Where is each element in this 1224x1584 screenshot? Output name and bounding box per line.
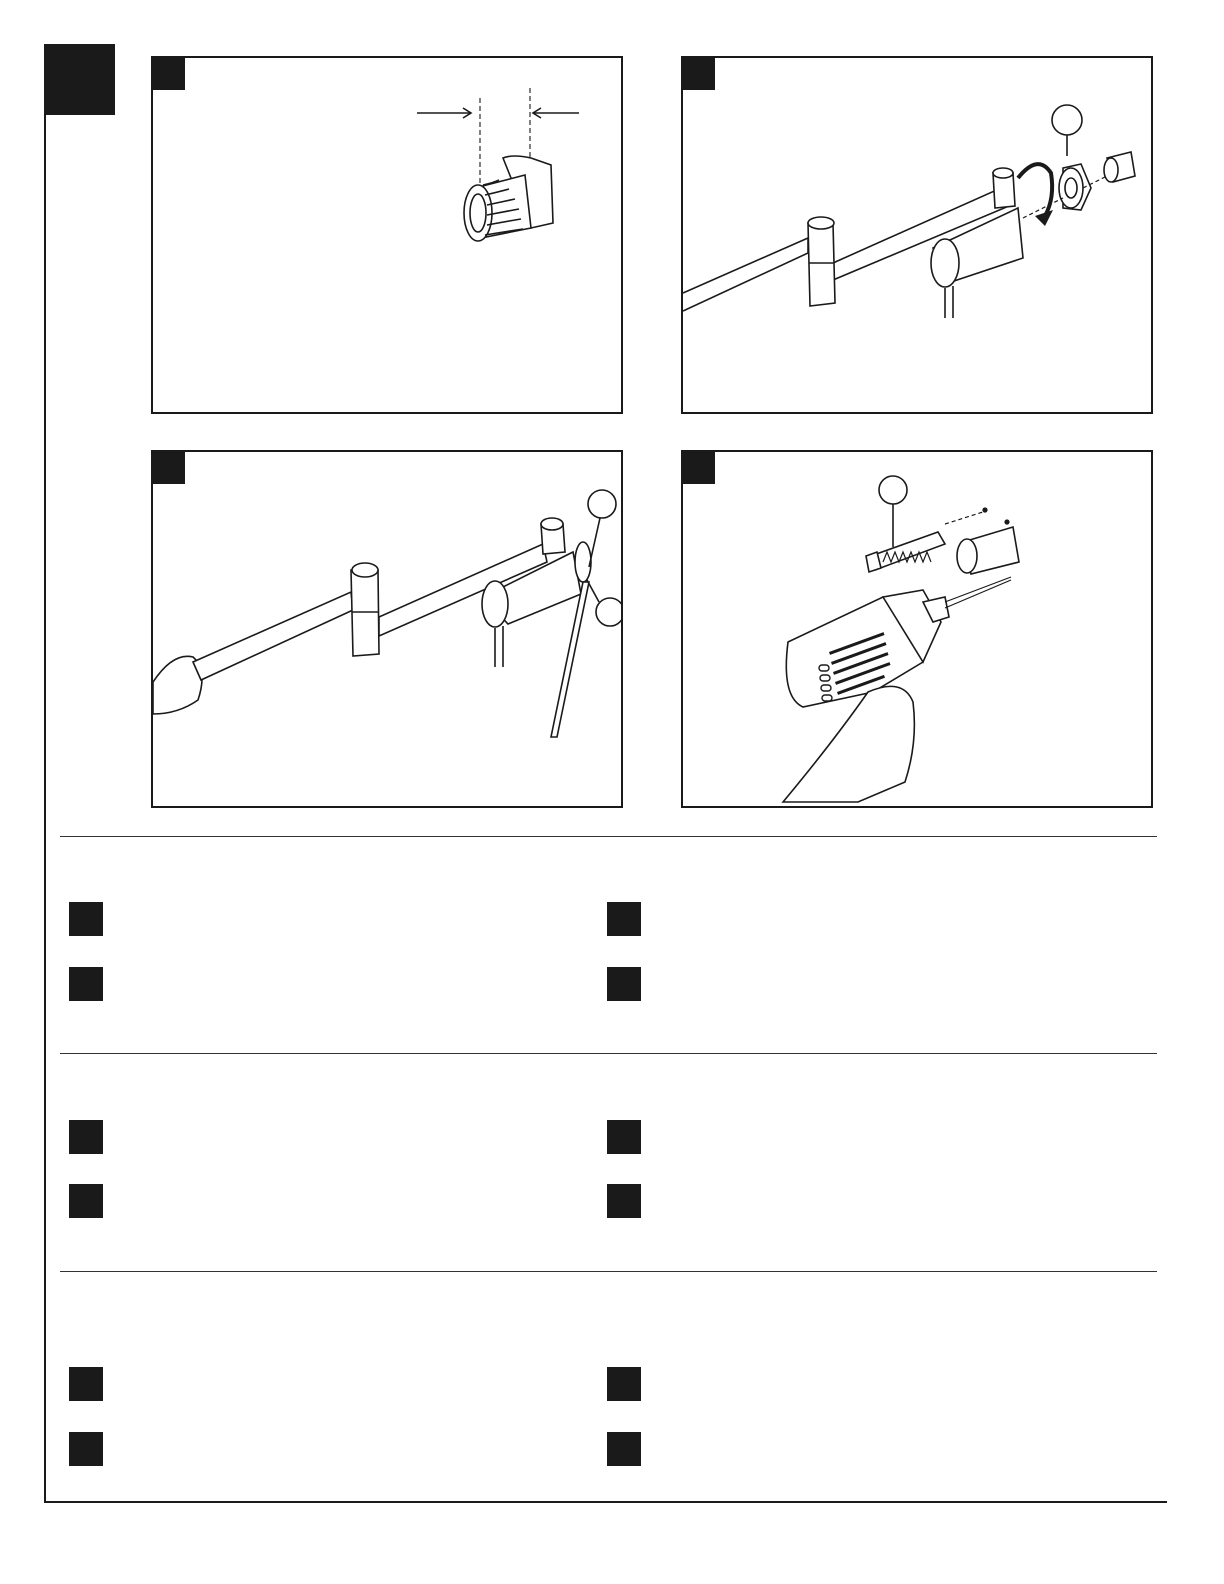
section-divider-3	[60, 1271, 1157, 1272]
bullet-1b	[607, 902, 641, 936]
bullet-3c	[69, 1432, 103, 1466]
illustration-panel-c	[151, 450, 623, 808]
bullet-2a	[69, 1120, 103, 1154]
bullet-2b	[607, 1120, 641, 1154]
bullet-2c	[69, 1184, 103, 1218]
illustration-panel-b	[681, 56, 1153, 414]
bullet-1c	[69, 967, 103, 1001]
illustration-panel-a	[151, 56, 623, 414]
bullet-1d	[607, 967, 641, 1001]
bullet-3d	[607, 1432, 641, 1466]
section-divider-2	[60, 1053, 1157, 1054]
page-bottom-rule	[44, 1501, 1167, 1503]
bullet-2d	[607, 1184, 641, 1218]
bullet-3a	[69, 1367, 103, 1401]
section-divider-1	[60, 836, 1157, 837]
hex-wrench-illustration	[153, 452, 623, 808]
step-number-tab	[44, 44, 115, 115]
drill-anchor-illustration	[683, 452, 1153, 808]
illustration-panel-d	[681, 450, 1153, 808]
threaded-fitting-illustration	[153, 58, 623, 414]
left-margin-rule	[44, 44, 46, 1502]
bullet-3b	[607, 1367, 641, 1401]
bullet-1a	[69, 902, 103, 936]
pot-filler-flange-illustration	[683, 58, 1153, 414]
